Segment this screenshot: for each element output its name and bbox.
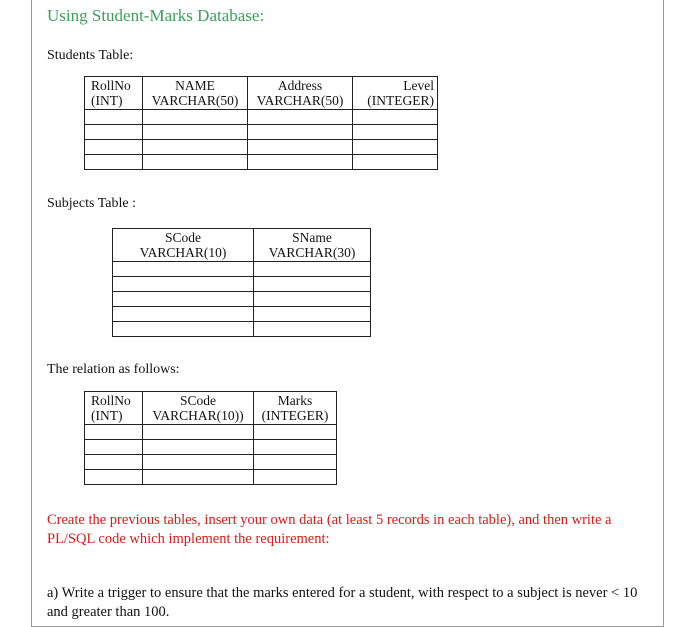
table-row (113, 292, 371, 307)
table-row (85, 425, 337, 440)
relation-header-row (85, 392, 337, 425)
subjects-col-scode: SCode VARCHAR(10) (113, 229, 254, 262)
page-border-right (663, 0, 664, 627)
table-row (113, 277, 371, 292)
students-col-address: Address VARCHAR(50) (248, 77, 353, 110)
subjects-table (112, 228, 371, 337)
relation-table-label: The relation as follows: (47, 362, 180, 377)
table-row (85, 125, 438, 140)
question-a-text: a) Write a trigger to ensure that the marks entered for a student, with respect to a subject is never < 10 and greater than 100. (47, 585, 638, 620)
subjects-table-label: Subjects Table : (47, 196, 136, 211)
table-row (85, 470, 337, 485)
table-row (85, 140, 438, 155)
students-col-rollno: RollNo (INT) (85, 77, 143, 110)
table-row (113, 322, 371, 337)
students-col-level: Level (INTEGER) (353, 77, 438, 110)
table-row (85, 155, 438, 170)
students-col-name: NAME VARCHAR(50) (143, 77, 248, 110)
page-title: Using Student-Marks Database: (47, 6, 265, 25)
relation-col-marks: Marks (INTEGER) (254, 392, 337, 425)
table-row (85, 440, 337, 455)
table-row (113, 262, 371, 277)
students-header-row (85, 77, 438, 110)
subjects-col-sname: SName VARCHAR(30) (254, 229, 371, 262)
students-table-label: Students Table: (47, 48, 134, 63)
relation-col-scode: SCode VARCHAR(10)) (143, 392, 254, 425)
instruction-text: Create the previous tables, insert your own data (at least 5 records in each table), and then write a PL/SQL code which implement the requirement: (47, 512, 612, 547)
page-border-left (31, 0, 32, 627)
subjects-header-row (113, 229, 371, 262)
relation-col-rollno: RollNo (INT) (85, 392, 143, 425)
table-row (113, 307, 371, 322)
table-row (85, 110, 438, 125)
relation-table (84, 391, 337, 485)
table-row (85, 455, 337, 470)
students-table (84, 76, 438, 170)
